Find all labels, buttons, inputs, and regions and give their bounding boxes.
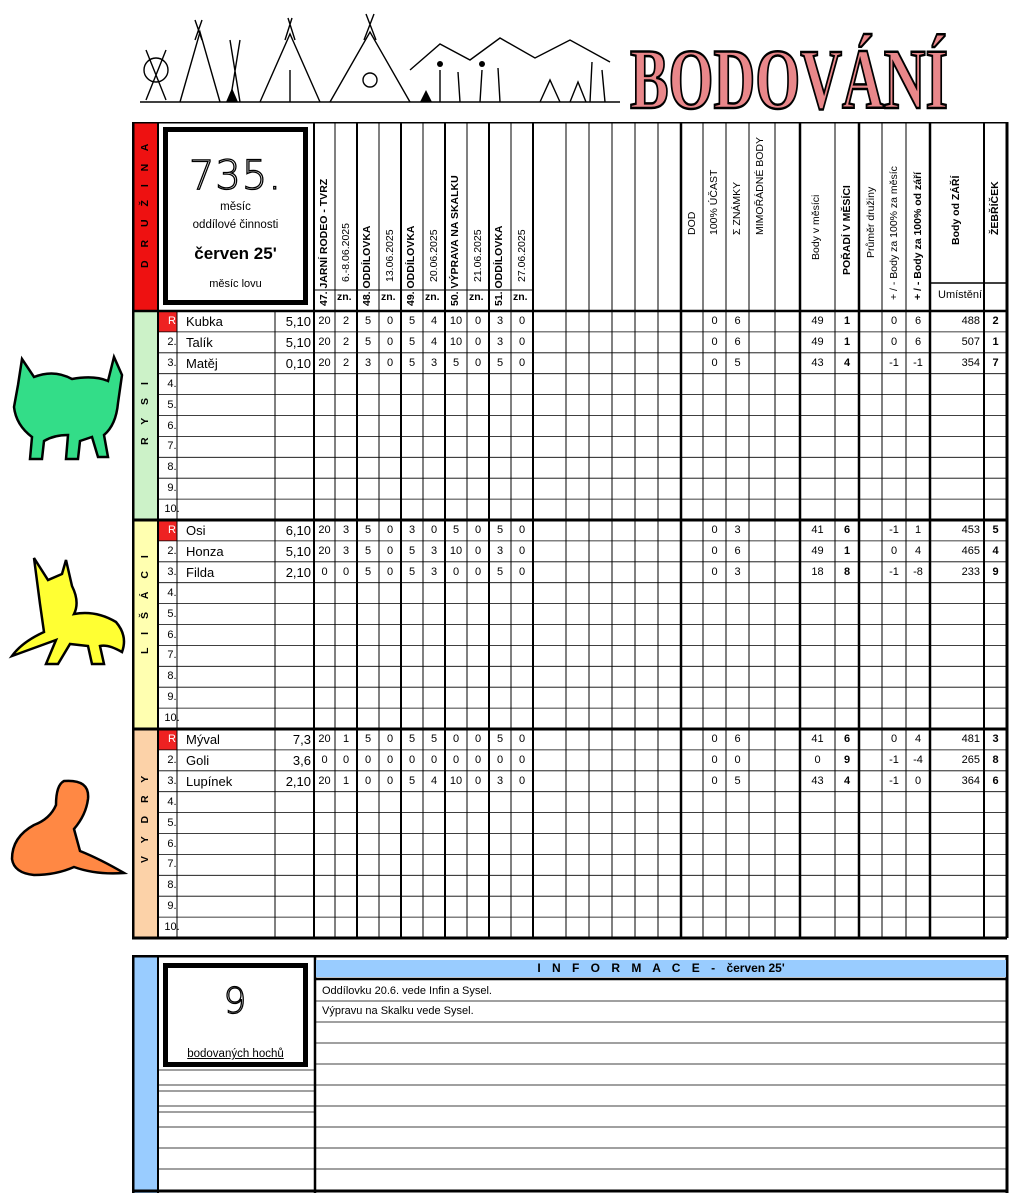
zebricek-value: 7 — [992, 356, 999, 369]
event-value: 5 — [408, 565, 416, 578]
body-zari-value: 354 — [961, 356, 980, 369]
member-score: 7,3 — [292, 732, 311, 747]
event-value: 3 — [496, 774, 504, 787]
event-value: 5 — [408, 774, 416, 787]
empty-rank: 5. — [167, 607, 177, 620]
poradi-value: 1 — [843, 315, 851, 327]
zebricek-value: 3 — [992, 733, 999, 745]
body-mesic-value: 18 — [811, 565, 824, 578]
znamky-value: 5 — [734, 774, 741, 787]
event-value: 3 — [496, 335, 504, 348]
info-title-text: I N F O R M A C E - — [537, 961, 727, 975]
ucast-value: 0 — [711, 544, 718, 557]
poradi-value: 4 — [843, 356, 851, 369]
event-date-47: 6.-8.06.2025 — [340, 223, 352, 282]
event-value: 5 — [364, 565, 372, 578]
event-value: 5 — [364, 335, 372, 348]
poradi-value: 6 — [843, 524, 851, 536]
event-value: 2 — [342, 315, 350, 327]
event-value: 0 — [430, 524, 438, 536]
event-value: 0 — [474, 733, 482, 745]
plus100-zari-header: + / - Body za 100% od září — [912, 171, 924, 300]
zebricek-value: 6 — [992, 774, 999, 787]
badge-line1: měsíc — [220, 201, 251, 213]
event-title-47: 47. JARNÍ RODEO - TVRZ — [318, 178, 330, 306]
znamky-value: 6 — [734, 315, 741, 327]
body-zari-value: 265 — [961, 753, 980, 766]
zebricek-header: ŽEBŘÍČEK — [989, 181, 1001, 235]
body-mesic-value: 49 — [811, 335, 824, 348]
event-value: 0 — [474, 315, 482, 327]
member-name: Mýval — [186, 732, 220, 747]
event-value: 0 — [386, 774, 394, 787]
plus-zari-value: 0 — [914, 774, 922, 787]
event-value: 3 — [342, 544, 350, 557]
member-score: 5,10 — [285, 543, 311, 559]
body-mesic-header: Body v měsíci — [810, 194, 822, 260]
event-value: 0 — [452, 733, 460, 745]
team-label-2: L I Š Á C I — [139, 550, 151, 654]
zebricek-value: 2 — [992, 315, 999, 327]
event-value: 0 — [321, 565, 328, 578]
body-mesic-value: 49 — [811, 544, 824, 557]
member-rank: R — [168, 524, 176, 536]
event-value: 20 — [318, 544, 331, 557]
zebricek-value: 8 — [992, 753, 999, 766]
note-line-1: Oddílovku 20.6. vede Infin a Sysel. — [322, 985, 492, 997]
member-rank: R — [168, 315, 176, 327]
event-value: 0 — [452, 565, 460, 578]
empty-rank: 10. — [164, 503, 180, 516]
event-value: 0 — [474, 356, 482, 369]
poradi-value: 6 — [843, 733, 851, 745]
empty-rank: 9. — [167, 482, 177, 495]
ucast-value: 0 — [711, 356, 718, 369]
event-value: 0 — [386, 753, 394, 766]
event-value: 3 — [408, 524, 416, 536]
znamky-value: 5 — [734, 356, 741, 369]
member-rank: 3. — [167, 774, 177, 787]
event-value: 20 — [318, 774, 331, 787]
poradi-value: 1 — [843, 544, 851, 557]
event-value: 0 — [518, 315, 526, 327]
ucast-value: 0 — [711, 753, 718, 766]
plus-mesic-value: -1 — [889, 774, 899, 787]
event-value: 0 — [364, 753, 372, 766]
event-value: 10 — [449, 315, 463, 327]
member-rank: 2. — [167, 544, 177, 557]
empty-rank: 9. — [167, 900, 177, 913]
info-title — [316, 960, 1006, 977]
ucast-value: 0 — [711, 524, 718, 536]
event-date-51: 27.06.2025 — [516, 229, 528, 282]
hoch-count: 9 — [223, 981, 248, 1022]
extra-col-3: Σ ZNÁMKY — [731, 181, 743, 235]
event-value: 20 — [318, 315, 331, 327]
member-name: Talík — [186, 334, 213, 350]
empty-rank: 4. — [167, 586, 177, 599]
body-zari-value: 364 — [961, 774, 980, 787]
event-value: 0 — [386, 565, 394, 578]
event-value: 0 — [474, 335, 482, 348]
znamky-value: 3 — [734, 565, 741, 578]
member-name: Lupínek — [186, 773, 233, 789]
member-name: Osi — [186, 523, 206, 538]
event-value: 20 — [318, 524, 331, 536]
event-value: 5 — [452, 356, 460, 369]
member-rank: 2. — [167, 753, 177, 766]
ucast-value: 0 — [711, 733, 718, 745]
month-number: 735. — [188, 153, 283, 199]
body-mesic-value: 41 — [811, 733, 824, 745]
event-value: 3 — [342, 524, 350, 536]
zebricek-value: 1 — [992, 335, 999, 348]
event-title-49: 49. ODDÍLOVKA — [405, 225, 417, 306]
event-value: 1 — [342, 733, 350, 745]
empty-rank: 10. — [164, 921, 180, 934]
zebricek-value: 9 — [992, 565, 999, 578]
plus-mesic-value: 0 — [890, 733, 898, 745]
info-month: červen 25' — [726, 961, 785, 975]
note-line-2: Výpravu na Skalku vede Sysel. — [322, 1005, 474, 1017]
hoch-count-badge — [163, 963, 308, 1067]
empty-rank: 6. — [167, 837, 177, 850]
event-value: 3 — [496, 315, 504, 327]
member-rank: 2. — [167, 335, 177, 348]
znamky-value: 6 — [734, 733, 741, 745]
event-value: 0 — [321, 753, 328, 766]
event-value: 0 — [342, 753, 350, 766]
event-value: 3 — [496, 544, 504, 557]
plus-mesic-value: -1 — [889, 753, 899, 766]
body-zari-value: 465 — [961, 544, 980, 557]
event-value: 0 — [386, 544, 394, 557]
event-value: 5 — [364, 544, 372, 557]
event-value: 0 — [474, 544, 482, 557]
event-value: 0 — [474, 774, 482, 787]
druzina-label: D R U Ž I N A — [139, 138, 151, 268]
zn-label-3: zn. — [425, 291, 440, 303]
ucast-value: 0 — [711, 774, 718, 787]
event-value: 0 — [430, 753, 438, 766]
member-score: 3,6 — [292, 752, 311, 768]
empty-rank: 7. — [167, 649, 177, 662]
event-value: 2 — [342, 335, 350, 348]
znamky-value: 0 — [734, 753, 741, 766]
extra-col-4: MIMOŘÁDNÉ BODY — [754, 136, 766, 235]
event-value: 0 — [518, 544, 526, 557]
event-value: 0 — [518, 753, 526, 766]
plus-zari-value: 6 — [914, 335, 922, 348]
body-mesic-value: 43 — [811, 774, 824, 787]
member-score: 5,10 — [285, 334, 311, 350]
event-value: 0 — [518, 335, 526, 348]
extra-col-1: DOD — [686, 211, 698, 235]
member-rank: 3. — [167, 356, 177, 369]
prumer-header: Průměr družiny — [865, 186, 877, 258]
znamky-value: 6 — [734, 544, 741, 557]
empty-rank: 6. — [167, 419, 177, 432]
body-zari-header: Body od ZÁŘÍ — [950, 175, 962, 245]
plus100-mesic-header: + / - Body za 100% za měsíc — [888, 166, 900, 300]
member-score: 2,10 — [285, 564, 311, 580]
plus-zari-value: 4 — [914, 544, 922, 557]
zn-label-1: zn. — [337, 291, 352, 303]
plus-zari-value: -1 — [913, 356, 923, 369]
event-value: 3 — [364, 356, 372, 369]
body-zari-value: 481 — [961, 733, 980, 745]
member-score: 0,10 — [285, 355, 311, 371]
team-label-1: R Y S I — [139, 377, 151, 445]
plus-mesic-value: 0 — [890, 315, 898, 327]
ucast-value: 0 — [711, 335, 718, 348]
body-zari-value: 233 — [961, 565, 980, 578]
event-value: 5 — [364, 733, 372, 745]
empty-rank: 5. — [167, 398, 177, 411]
empty-rank: 7. — [167, 440, 177, 453]
event-date-49: 20.06.2025 — [428, 229, 440, 282]
empty-rank: 5. — [167, 816, 177, 829]
event-value: 2 — [342, 356, 350, 369]
plus-mesic-value: 0 — [890, 544, 898, 557]
event-date-50: 21.06.2025 — [472, 229, 484, 282]
member-name: Matěj — [186, 355, 218, 371]
event-title-50: 50. VÝPRAVA NA SKALKU — [449, 175, 461, 306]
poradi-value: 1 — [843, 335, 851, 348]
event-value: 10 — [449, 544, 463, 557]
event-value: 0 — [518, 356, 526, 369]
event-value: 5 — [496, 733, 504, 745]
badge-month: červen 25' — [194, 244, 277, 263]
body-zari-value: 488 — [961, 315, 980, 327]
empty-rank: 4. — [167, 795, 177, 808]
event-value: 20 — [318, 356, 331, 369]
znamky-value: 3 — [734, 524, 741, 536]
member-score: 6,10 — [285, 523, 311, 538]
empty-rank: 8. — [167, 879, 177, 892]
event-value: 10 — [449, 335, 463, 348]
event-value: 5 — [496, 565, 504, 578]
plus-mesic-value: -1 — [889, 356, 899, 369]
zebricek-value: 4 — [992, 544, 999, 557]
extra-col-2: 100% ÚČAST — [708, 169, 720, 235]
event-value: 0 — [518, 565, 526, 578]
body-mesic-value: 43 — [811, 356, 824, 369]
event-value: 0 — [496, 753, 504, 766]
event-value: 3 — [430, 356, 438, 369]
event-value: 5 — [408, 356, 416, 369]
member-score: 2,10 — [285, 773, 311, 789]
event-value: 0 — [518, 524, 526, 536]
event-title-48: 48. ODDÍLOVKA — [361, 225, 373, 306]
poradi-value: 9 — [843, 753, 851, 766]
plus-zari-value: -4 — [913, 753, 923, 766]
body-zari-value: 453 — [961, 524, 980, 536]
event-value: 0 — [386, 733, 394, 745]
umisteni-header: Umístění — [938, 289, 983, 301]
team-label-3: V Y D R Y — [139, 770, 151, 863]
badge-line2: oddílové činnosti — [192, 219, 279, 231]
body-mesic-value: 49 — [811, 315, 824, 327]
poradi-value: 4 — [843, 774, 851, 787]
empty-rank: 10. — [164, 712, 180, 725]
event-date-48: 13.06.2025 — [384, 229, 396, 282]
empty-rank: 8. — [167, 670, 177, 683]
empty-rank: 9. — [167, 691, 177, 704]
plus-zari-value: 4 — [914, 733, 922, 745]
empty-rank: 6. — [167, 628, 177, 641]
plus-zari-value: -8 — [913, 565, 923, 578]
event-value: 4 — [430, 315, 438, 327]
zn-label-4: zn. — [469, 291, 484, 303]
event-title-51: 51. ODDÍLOVKA — [493, 225, 505, 306]
member-score: 5,10 — [285, 314, 311, 329]
event-value: 4 — [430, 335, 438, 348]
event-value: 20 — [318, 335, 331, 348]
event-value: 3 — [430, 544, 438, 557]
body-mesic-value: 0 — [814, 753, 821, 766]
member-rank: R — [168, 733, 176, 745]
event-value: 20 — [318, 733, 331, 745]
member-name: Kubka — [186, 314, 223, 329]
plus-mesic-value: -1 — [889, 524, 899, 536]
event-value: 5 — [452, 524, 460, 536]
event-value: 0 — [386, 315, 394, 327]
event-value: 5 — [408, 335, 416, 348]
poradi-header: POŘADÍ V MĚSÍCI — [841, 185, 853, 275]
event-value: 4 — [430, 774, 438, 787]
event-value: 5 — [408, 315, 416, 327]
event-value: 0 — [518, 733, 526, 745]
event-value: 0 — [386, 356, 394, 369]
empty-rank: 4. — [167, 377, 177, 390]
hoch-count-label: bodovaných hochů — [187, 1048, 284, 1060]
member-name: Goli — [186, 752, 210, 768]
event-value: 5 — [496, 356, 504, 369]
poradi-value: 8 — [843, 565, 851, 578]
member-name: Honza — [186, 543, 224, 559]
zebricek-value: 5 — [992, 524, 999, 536]
title-text: BODOVÁNÍ — [630, 31, 948, 118]
event-value: 0 — [408, 753, 416, 766]
event-value: 5 — [496, 524, 504, 536]
ucast-value: 0 — [711, 315, 718, 327]
event-value: 0 — [386, 335, 394, 348]
empty-rank: 7. — [167, 858, 177, 871]
zn-label-5: zn. — [513, 291, 528, 303]
event-value: 0 — [452, 753, 460, 766]
member-rank: 3. — [167, 565, 177, 578]
body-zari-value: 507 — [961, 335, 980, 348]
empty-rank: 8. — [167, 461, 177, 474]
event-value: 0 — [342, 565, 350, 578]
notes-bar — [133, 956, 158, 1193]
event-value: 0 — [364, 774, 372, 787]
event-value: 1 — [342, 774, 350, 787]
badge-footer: měsíc lovu — [209, 278, 262, 290]
event-value: 0 — [386, 524, 394, 536]
event-value: 0 — [474, 565, 482, 578]
event-value: 10 — [449, 774, 463, 787]
body-mesic-value: 41 — [811, 524, 824, 536]
event-value: 5 — [364, 524, 372, 536]
zn-label-2: zn. — [381, 291, 396, 303]
plus-mesic-value: -1 — [889, 565, 899, 578]
event-value: 0 — [518, 774, 526, 787]
event-value: 5 — [364, 315, 372, 327]
event-value: 3 — [430, 565, 438, 578]
plus-zari-value: 1 — [914, 524, 922, 536]
member-name: Filda — [186, 564, 215, 580]
event-value: 5 — [430, 733, 438, 745]
event-value: 0 — [474, 524, 482, 536]
plus-mesic-value: 0 — [890, 335, 898, 348]
event-value: 5 — [408, 733, 416, 745]
plus-zari-value: 6 — [914, 315, 922, 327]
ucast-value: 0 — [711, 565, 718, 578]
znamky-value: 6 — [734, 335, 741, 348]
event-value: 0 — [474, 753, 482, 766]
event-value: 5 — [408, 544, 416, 557]
